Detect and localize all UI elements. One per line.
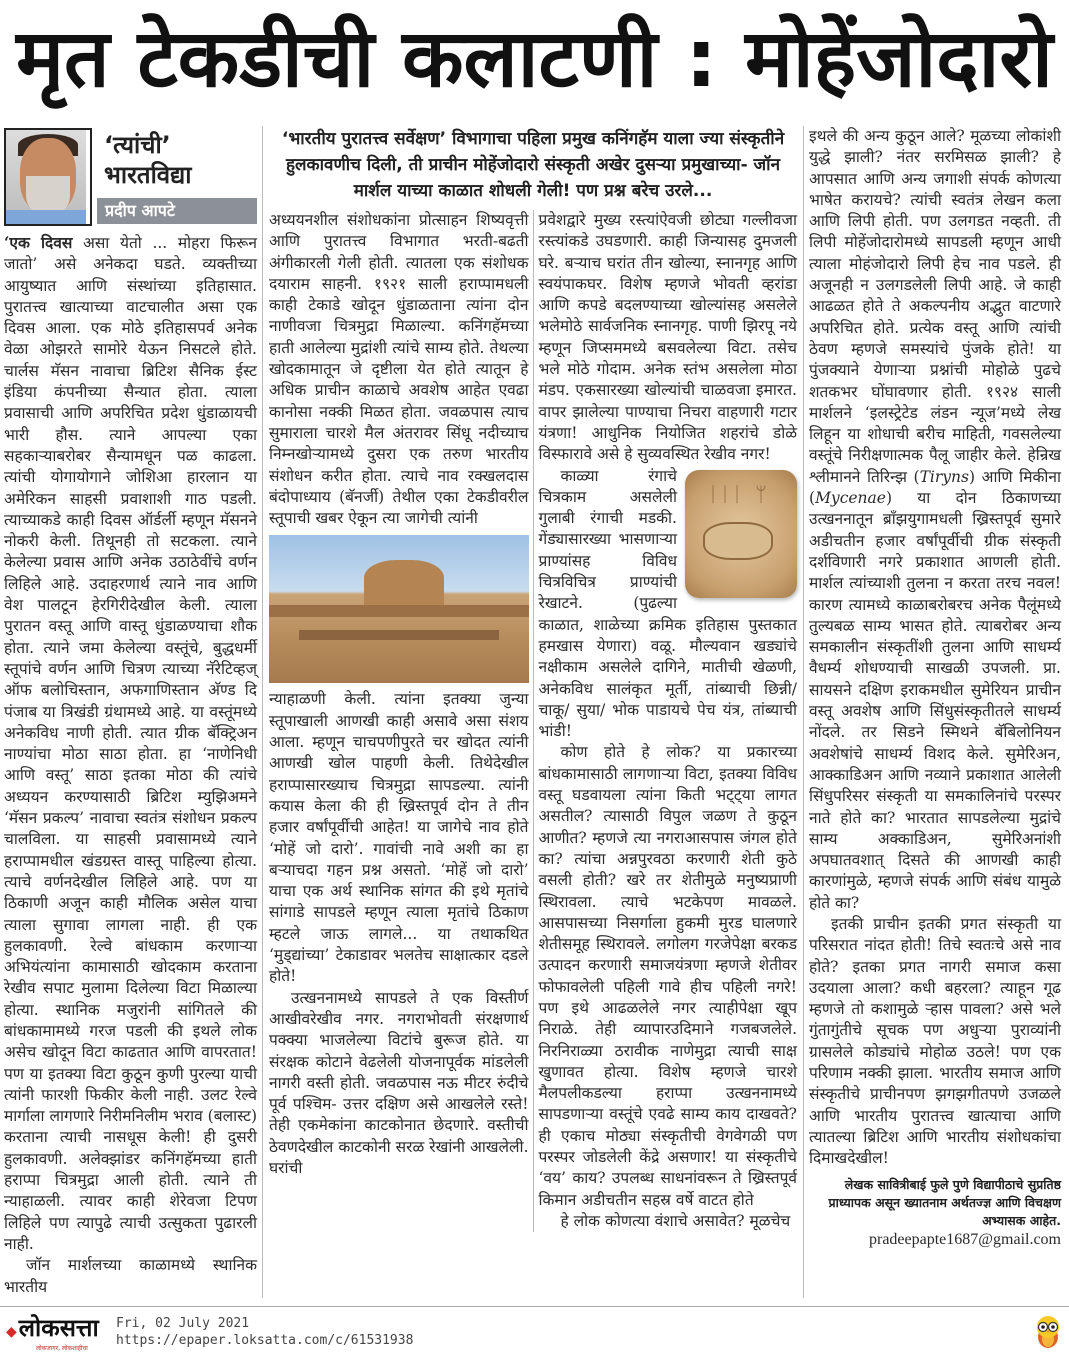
- edition-date: Fri, 02 July 2021: [116, 1315, 250, 1331]
- term-tiryns: Tiryns: [919, 467, 969, 486]
- paragraph: काळ्या रंगाचे चित्रकाम असलेली गुलाबी रंगाची मडकी. गेंड्यासारख्या भासणाऱ्या प्राण्यांसह विविध चित्रविचित्र प्राण्यांची रेखाटने. (पुढल्या काळात, शाळेच्या क्रमिक इतिहास पुस्तकात हमखास येणारा) वळू. मौल्यवान खड्यांचे नक्षीकाम असलेले दागिने, मातीची खेळणी, अनेकविध सालंकृत मूर्ती, तांब्याची छिन्नी/ चाकू/ सुया/ भोक पाडायचे पेच यंत्र, तांब्याची भांडी!: [538, 466, 797, 741]
- mohenjodaro-stupa-photo: [269, 535, 529, 683]
- column-title: [104, 130, 254, 190]
- logo-tagline: लोकजागर, लोकशाहीचा: [36, 1344, 88, 1352]
- photo-bracket: [84, 128, 92, 226]
- logo-text: लोकसत्ता: [18, 1313, 99, 1342]
- paragraph: कोण होते हे लोक? या प्रकारच्या बांधकामासाठी लागणाऱ्या विटा, इतक्या विविध वस्तू घडवायला त्यांना किती भट्ट्या लागत असतील? त्यासाठी विपुल जळण ते कुठून आणीत? म्हणजे त्या नगराआसपास जंगल होते का? त्यांचा अन्नपुरवठा करणारी शेती कुठे वसली होती? खरे तर शेतीमुळे मनुष्यप्राणी स्थिरावला. त्याचे भटकेपण मावळले. आसपासच्या निसर्गाला हुकमी मुरड घालणारे शेतीसमूह स्थिरावले. लगोलग गरजेपेक्षा बरकड उत्पादन करणारी समाजयंत्रणा म्हणजे शेतीवर फोफावलेली पहिली गावे हीच पहिली नगरे! पण इथे आढळलेले नगर त्याहीपेक्षा खूप निराळे. तेही व्यापारउदिमाने गजबजलेले. निरनिराळ्या ठरावीक नाणेमुद्रा त्याची साक्ष खुणावत होत्या. विशेष म्हणजे चारशे मैलपलीकडल्या हराप्पा उत्खननामध्ये सापडणाऱ्या वस्तूंचे एवढे साम्य काय दाखवते? ही एकाच मोठ्या संस्कृतीची वेगवेगळी पण परस्पर जोडलेली केंद्रे असणार! या संस्कृतीचे ‘वय’ काय? उपलब्ध साधनांवरून ते ख्रिस्तपूर्व किमान अडीचतीन सहस्र वर्षे वाटत होते: [538, 743, 797, 1209]
- footer: [0, 1306, 1069, 1356]
- lead-deck: ‘भारतीय पुरातत्त्व सर्वेक्षण’ विभागाचा पहिला प्रमुख कनिंगहॅम याला ज्या संस्कृतीने हुलकावणीच दिली, ती प्राचीन मोहेंजोदारो संस्कृती अखेर दुसऱ्या प्रमुखाच्या- जॉन मार्शल याच्या काळात शोधली गेली! पण प्रश्न बरेच उरले...: [281, 129, 785, 201]
- author-byline: प्रदीप आपटे: [97, 198, 257, 224]
- paragraph-fragment: ) या दोन ठिकाणच्या उत्खननातून ब्राँझयुगामधली ख्रिस्तपूर्व सुमारे अडीचतीन हजार वर्षांपूर्वीची ग्रीक संस्कृती दर्शविणारी नगरे प्रकाशात आणली होती. मार्शल त्यांच्याशी तुलना न करता तरच नवल! कारण त्यामध्ये काळाबरोबरच अनेक पैलूंमध्ये तुल्यबळ साम्य भासत होते. त्याबरोबर अन्य समकालीन संस्कृतींशी तुलना आणि साधर्म्य वैधर्म्य शोधण्याची साखळी उपजली. प्रा. सायसने दक्षिण इराकमधील सुमेरियन प्राचीन वस्तू अवशेष आणि सिंधुसंस्कृतीतले साधर्म्य नोंदले. तर सिडने स्मिथने बॅबिलोनियन अवशेषांचे साधर्म्य विशद केले. सुमेरिअन, आक्काडिअन आणि नव्याने प्रकाशात आलेली सिंधुपरिसर संस्कृती या समकालिनांचे परस्पर नाते होते का? भारतात सापडलेल्या मुद्रांचे साम्य अक्काडिअन, सुमेरिअनांशी अपघातवशात् दिसते की आणखी काही कारणांमुळे, म्हणजे संपर्क आणि संबंध यामुळे होते का?: [809, 489, 1061, 912]
- lead-in: ‘एक दिवस: [4, 233, 73, 252]
- headline: मृत टेकडीची कलाटणी : मोहेंजोदारो: [16, 12, 1053, 105]
- term-mycenae: Mycenae: [815, 489, 886, 508]
- paragraph: इतकी प्राचीन इतकी प्रगत संस्कृती या परिसरात नांदत होती! तिचे स्वतःचे असे नाव होते? इतका प्रगत नागरी समाज कसा उदयाला आला? कधी बहरला? त्याहून गूढ म्हणजे तो कशामुळे ऱ्हास पावला? असे भले गुंतागुंतीचे सूचक पण अधुऱ्या पुराव्यांनी ग्रासलेले कोड्यांचे मोहोळ उठले! पण एक परिणाम नक्की झाला. भारतीय समाज आणि संस्कृतीचे प्राचीनपण झगझगीतपणे उजळले आणि भारतीय पुरातत्त्व खात्याचा आणि त्यातल्या ब्रिटिश आणि भारतीय संशोधकांचा दिमाखदेखील!: [809, 914, 1061, 1168]
- article-column-4: [804, 126, 1061, 1298]
- article-column-3: [533, 210, 801, 1232]
- paragraph: न्याहाळणी केली. त्यांना इतक्या जुन्या स्तूपाखाली आणखी काही असावे असा संशय आला. म्हणून चाचपणीपुरते चर खोदत त्यांनी आणखी खोल पाहणी केली. तिथेदेखील हराप्पासारख्याच चित्रमुद्रा सापडल्या. त्यांनी कयास केला की ही ख्रिस्तपूर्व दोन ते तीन हजार वर्षांपूर्वीची आहेत! या जागेचे नाव होते ‘मोहें जो दारो’. गावांची नावे अशी का हा बऱ्याचदा गहन प्रश्न असतो. ‘मोहें जो दारो’ याचा एक अर्थ स्थानिक सांगत की इथे मृतांचे सांगाडे सापडले म्हणून त्याला मृतांचे ठिकाण म्हटले जाऊ लागले... या तथाकथित ‘मुड्द्यांच्या’ टेकाडावर भलतेच साक्षात्कार दडले होते!: [269, 690, 529, 986]
- paragraph: असा येतो ... मोहरा फिरून जातो’ असे अनेकदा घडते. व्यक्तीच्या आयुष्यात आणि संस्थांच्या इतिहासात. पुरातत्त्व खात्याच्या वाटचालीत असा एक दिवस आला. एक मोठे इतिहासपर्व अनेक वेळा ओझरते सामोरे येऊन निसटले होते. चार्लस मॅसन नावाचा ब्रिटिश सैनिक ईस्ट इंडिया कंपनीच्या सैन्यात होता. त्याला प्रवासाची आणि अपरिचित प्रदेश धुंडाळायची भारी हौस. त्याने आपल्या एका सहकाऱ्याबरोबर सैन्यामधून पळ काढला. त्यांची योगायोगाने जोशिआ हारलान या अमेरिकन साहसी प्रवाशाशी गाठ पडली. त्याच्याकडे काही दिवस ऑर्डर्ली म्हणून मॅसनने नोकरी केली. तिथूनही तो सटकला. त्याने केलेल्या प्रवास आणि अनेक उठाठेवींचे वर्णन लिहिले आहे. उदाहरणार्थ त्याने नाव आणि वेश पालटून हेरगिरीदेखील केली. त्याला पुरातन वस्तू आणि वास्तू धुंडाळण्याचा शौक होता. त्याने जमा केलेल्या वस्तूंचे, बुद्धधर्मी स्तूपांचे वर्णन आणि चित्रण त्याच्या नॅरेटिव्हज् ऑफ बलोचिस्तान, अफगाणिस्तान अ‍ॅण्ड दि पंजाब या त्रिखंडी ग्रंथामध्ये आहे. या वस्तूंमध्ये अनेकविध नाणी होती. त्यात ग्रीक बॅक्ट्रिअन नाण्यांचा मोठा साठा होता. हा ‘नाणेनिधी आणि वस्तू’ साठा इतका मोठा की त्यांचे अध्ययन करण्यासाठी ब्रिटिश म्युझिअमने ‘मॅसन प्रकल्प’ नावाचा स्वतंत्र संशोधन प्रकल्प चालविला. या साहसी प्रवासामध्ये त्याने हराप्पामधील खंडग्रस्त वास्तू पाहिल्या होत्या. त्याचे वर्णनदेखील लिहिले आहे. पण या ठिकाणी अजून काही मौलिक असेल याचा त्याला सुगावा लागला नाही. ही एक हुलकावणी. रेल्वे बांधकाम करणाऱ्या अभियंत्यांना कामासाठी खोदकाम करताना रेखीव सपाट मुलामा दिलेल्या विटा मिळाल्या होत्या. स्थानिक मजुरांनी सांगितले की बांधकामामध्ये गरज पडली की इथले लोक असेच खोदून विटा काढतात आणि वापरतात! पण या इतक्या विटा कुठून कुणी पुरल्या याची त्यांनी फारशी फिकीर केली नाही. उलट रेल्वे मार्गाला लागणारे निरीमनिलीम भराव (बलास्ट) करताना त्याची नासधूस केली! ही दुसरी हुलकावणी. अलेक्झांडर कनिंगहॅमच्या हाती हराप्पा चित्रमुद्रा आली होती. त्याने ती न्याहाळली. त्यावर काही शेरेवजा टिपण लिहिले पण त्यापुढे त्याची उत्सुकता पुढारली नाही.: [4, 234, 257, 1253]
- article-column-2: [266, 210, 533, 1232]
- indus-bull-seal-image: ᛁᛁᛁ ᛘ: [685, 470, 797, 598]
- center-section: [262, 126, 804, 1298]
- column-title-line2: भारतविद्या: [104, 161, 192, 189]
- owl-mascot-icon: [1033, 1315, 1063, 1349]
- paragraph: इथले की अन्य कुठून आले? मूळच्या लोकांशी युद्धे झाली? नंतर सरमिसळ झाली? हे आपसात आणि अन्य जगाशी संपर्क कोणत्या भाषेत करायचे? त्यांची स्वतंत्र लेखन कला आणि लिपी होती. पण उलगडत नव्हती. ती लिपी मोहेंजोदारोमध्ये सापडली म्हणून आधी त्याला मोहंजोदारो लिपी हेच नाव पडले. ही अजूनही न उलगडलेली लिपी आहे. जे काही आढळत होते ते अकल्पनीय अद्भुत वाटणारे अपरिचित होते. प्रत्येक वस्तू आणि त्यांची ठेवण म्हणजे समस्यांचे पुंजके होते! या पुंजक्याने येणाऱ्या प्रश्नांची मोहोळे पुढचे शतकभर घोंघावणार होती. १९२४ साली मार्शलने ‘इलस्ट्रेटेड लंडन न्यूज’मध्ये लेख लिहून या शोधाची बरीच माहिती, गवसलेल्या वस्तूंचे निरीक्षणात्मक पैलू जाहीर केले. हेन्रिख श्लीमानने तिरिन्झ (: [809, 127, 1061, 486]
- author-photo: [4, 128, 86, 226]
- footer-info: [116, 1315, 1033, 1349]
- paragraph: उत्खननामध्ये सापडले ते एक विस्तीर्ण आखीवरेखीव नगर. नगराभोवती संरक्षणार्थ पक्क्या भाजलेल्या विटांचे बुरूज होते. या संरक्षक कोटाने वेढलेली योजनापूर्वक मांडलेली नागरी वस्ती होती. जवळपास नऊ मीटर रुंदीचे पूर्व पश्चिम- उत्तर दक्षिण असे आखलेले रस्ते! तेही एकमेकांना काटकोनात छेदणारे. वस्तीची ठेवणदेखील काटकोनी सरळ रेखांनी आखलेली. घरांची: [269, 988, 529, 1177]
- column-title-line1: ‘त्यांची’: [104, 131, 171, 159]
- article-column-1: [4, 126, 262, 1298]
- loksatta-logo: ◆लोकसत्ता लोकजागर, लोकशाहीचा: [6, 1315, 116, 1353]
- paragraph: प्रवेशद्वारे मुख्य रस्त्यांऐवजी छोट्या गल्लीवजा रस्त्यांकडे उघडणारी. काही जिन्यासह दुमजली घरे. बऱ्याच घरांत तीन खोल्या, स्नानगृह आणि स्वयंपाकघर. विशेष म्हणजे भोवती व्हरांडा आणि कपडे बदलण्याच्या खोल्यांसह असलेले भलेमोठे सार्वजनिक स्नानगृह. पाणी झिरपू नये म्हणून जिप्सममध्ये बसवलेल्या विटा. तसेच भले मोठे गोदाम. अनेक स्तंभ असलेला मोठा मंडप. एकसारख्या खोल्यांची चाळवजा इमारत. वापर झालेल्या पाण्याचा निचरा वाहणारी गटार यंत्रणा! आधुनिक नियोजित शहरांचे डोळे विस्फारावे असे हे सुव्यवस्थित रेखीव नगर!: [538, 211, 797, 464]
- paragraph: हे लोक कोणत्या वंशाचे असावेत? मूळचेच: [560, 1211, 791, 1230]
- author-note: लेखक सावित्रीबाई फुले पुणे विद्यापीठाचे सुप्रतिष्ठ प्राध्यापक असून ख्यातनाम अर्थतज्ज्ञ आणि विचक्षण अभ्यासक आहेत.: [828, 1176, 1061, 1228]
- epaper-url[interactable]: https://epaper.loksatta.com/c/61531938: [116, 1332, 414, 1348]
- paragraph-fragment: ) आणि मिकीना (: [809, 467, 1061, 508]
- article-body: [0, 126, 1069, 1298]
- paragraph: जॉन मार्शलच्या काळामध्ये स्थानिक भारतीय: [4, 1256, 257, 1296]
- paragraph: अध्ययनशील संशोधकांना प्रोत्साहन शिष्यवृत्ती आणि पुरातत्त्व विभागात भरती-बढती अंगीकारली गेली होती. त्यातला एक संशोधक दयाराम साहनी. १९२१ साली हराप्पामधली काही टेकाडे खोदून धुंडाळताना त्यांना दोन नाणीवजा चित्रमुद्रा मिळाल्या. कनिंगहॅमच्या हाती आलेल्या मुद्रांशी त्यांचे साम्य होते. तेथल्या खोदकामातून जे दृष्टीला येत होते त्यातून हे अधिक प्राचीन काळाचे अवशेष आहेत एवढा कानोसा नक्की मिळत होता. जवळपास त्याच सुमाराला चारशे मैल अंतरावर सिंधू नदीच्याच निम्नखोऱ्यामध्ये दुसरा एक तरुण भारतीय संशोधन करीत होता. त्याचे नाव रक्खलदास बंदोपाध्याय (बॅनर्जी) तेथील एका टेकडीवरील स्तूपाची खबर ऐकून त्या जागेची त्यांनी: [269, 211, 529, 528]
- author-email[interactable]: pradeepapte1687@gmail.com: [869, 1230, 1061, 1248]
- column-header: [4, 126, 257, 230]
